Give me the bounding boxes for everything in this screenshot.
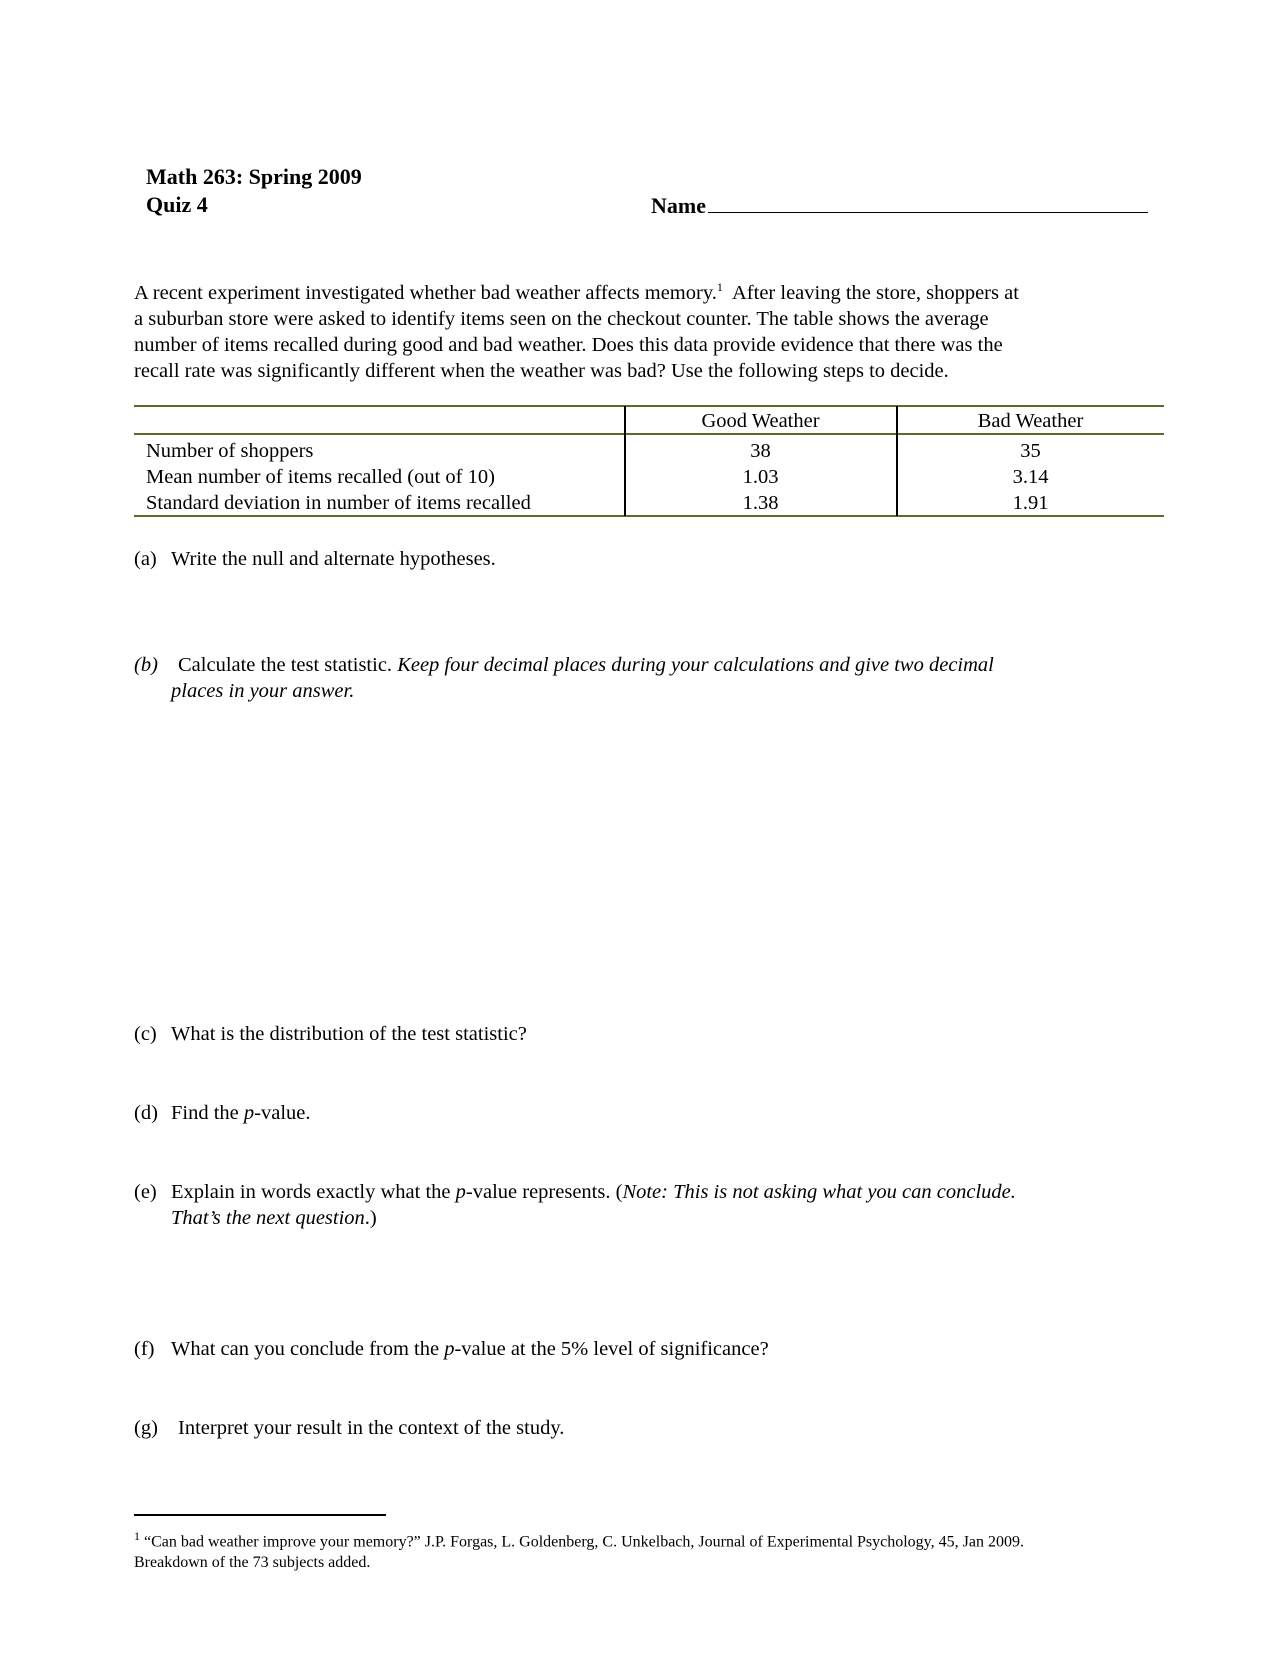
footnote <box>134 1526 1174 1573</box>
intro-line-3: number of items recalled during good and bad weather. Does this data provide evidence that there was the <box>134 333 1003 356</box>
intro-line-1b: After leaving the store, shoppers at <box>732 281 1019 304</box>
question-c <box>134 1021 527 1047</box>
question-e-note-1: Note: This is not asking what you can conclude. <box>622 1181 1016 1203</box>
cell-good-sd: 1.38 <box>742 492 779 514</box>
question-d-var: p <box>243 1102 255 1124</box>
intro-line-4: recall rate was significantly different when the weather was bad? Use the following steps to decide. <box>134 359 949 382</box>
question-e-label: (e) <box>134 1181 157 1203</box>
column-header-bad: Bad Weather <box>977 410 1084 432</box>
cell-good-shoppers: 38 <box>750 440 771 462</box>
question-b-italic-1: Keep four decimal places during your calculations and give two decimal <box>397 654 994 676</box>
footnote-mark: 1 <box>134 1529 140 1543</box>
question-a <box>134 546 496 572</box>
question-f-post: -value at the 5% level of significance? <box>454 1338 769 1360</box>
course-title: Math 263: Spring 2009 <box>146 164 362 189</box>
intro-line-2: a suburban store were asked to identify items seen on the checkout counter. The table shows the average <box>134 307 989 330</box>
question-e-var: p <box>455 1181 466 1203</box>
name-field <box>651 192 1148 219</box>
question-b-label: (b) <box>134 654 158 676</box>
row-label-mean: Mean number of items recalled (out of 10) <box>146 466 495 488</box>
question-c-text: What is the distribution of the test statistic? <box>171 1023 527 1045</box>
question-f-var: p <box>444 1338 455 1360</box>
table-top-rule <box>134 405 1164 407</box>
question-d-pre: Find the <box>171 1102 244 1124</box>
cell-bad-sd: 1.91 <box>1012 492 1049 514</box>
question-g-text: Interpret your result in the context of the study. <box>178 1417 565 1439</box>
cell-bad-shoppers: 35 <box>1020 440 1041 462</box>
question-g <box>134 1415 564 1441</box>
footnote-line-2: Breakdown of the 73 subjects added. <box>134 1554 371 1572</box>
question-d <box>134 1100 311 1126</box>
footnote-line-1: “Can bad weather improve your memory?” J.P. Forgas, L. Goldenberg, C. Unkelbach, Journal of Experimental Psychology, 45, Jan 2009. <box>144 1533 1024 1551</box>
question-a-text: Write the null and alternate hypotheses. <box>171 548 496 570</box>
intro-line-1a: A recent experiment investigated whether bad weather affects memory. <box>134 281 717 304</box>
name-label: Name <box>651 193 706 218</box>
row-label-sd: Standard deviation in number of items recalled <box>146 492 531 514</box>
intro-footnote-mark: 1 <box>716 280 723 294</box>
question-f-pre: What can you conclude from the <box>171 1338 445 1360</box>
question-a-label: (a) <box>134 548 157 570</box>
row-label-shoppers: Number of shoppers <box>146 440 314 462</box>
footnote-separator <box>134 1514 386 1516</box>
question-e <box>134 1179 1174 1231</box>
question-e-note-2: That’s the next question <box>171 1207 365 1229</box>
cell-bad-mean: 3.14 <box>1012 466 1049 488</box>
question-f <box>134 1336 769 1362</box>
quiz-title: Quiz 4 <box>146 192 208 217</box>
question-b-italic-2: places in your answer. <box>171 680 355 702</box>
question-d-post: -value. <box>254 1102 311 1124</box>
name-blank-line <box>708 192 1148 213</box>
question-c-label: (c) <box>134 1023 157 1045</box>
question-f-label: (f) <box>134 1338 155 1360</box>
question-e-pre: Explain in words exactly what the <box>171 1181 456 1203</box>
question-b <box>134 652 1164 704</box>
intro-paragraph <box>134 274 1164 384</box>
cell-good-mean: 1.03 <box>742 466 779 488</box>
question-g-label: (g) <box>134 1417 158 1439</box>
question-e-post: -value represents. ( <box>465 1181 623 1203</box>
column-header-good: Good Weather <box>701 410 820 432</box>
question-b-text: Calculate the test statistic. <box>178 654 393 676</box>
question-e-close: .) <box>364 1207 377 1229</box>
question-d-label: (d) <box>134 1102 158 1124</box>
